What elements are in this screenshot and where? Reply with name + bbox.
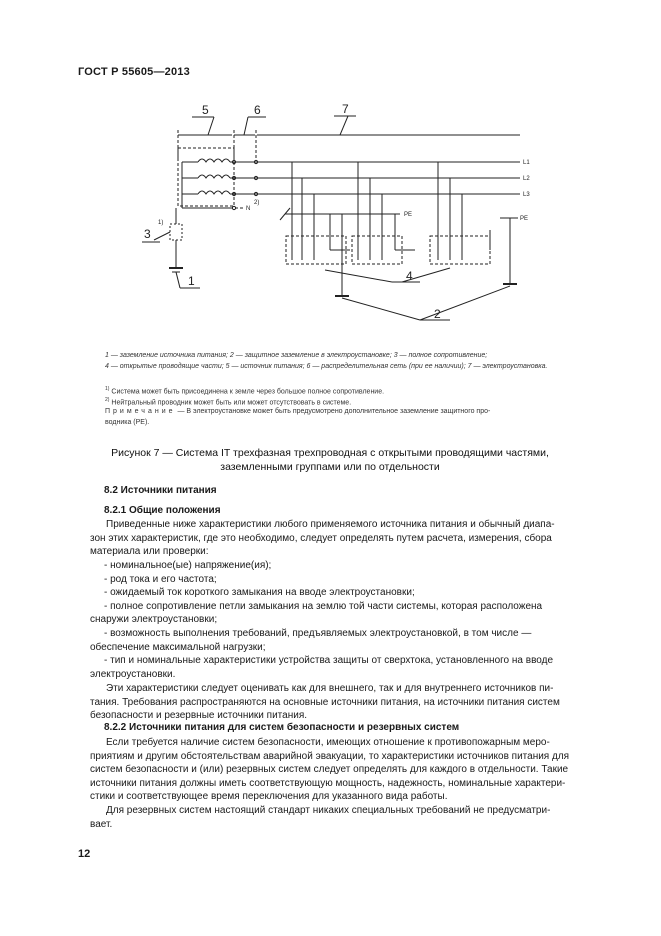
callout-6: 6 [254,103,261,117]
callout-4: 4 [406,269,413,283]
label-l3: L3 [523,192,530,198]
text-line: стики и соответствующее время переключения для указанного вида работы. [90,791,448,803]
list-item: - род тока и его частота; [104,573,217,585]
text-line: Если требуется наличие систем безопасности, имеющих отношение к противопожарным меро- [106,737,550,748]
section-heading-8-2-2: 8.2.2 Источники питания для систем безопасности и резервных систем [104,722,460,733]
list-item: - номинальное(ые) напряжение(ия); [104,560,272,571]
figure-legend-line2: 4 — открытые проводящие части; 5 — источник питания; 6 — распределительная сеть (при ее наличии); 7 — электроустановка. [105,363,548,370]
list-item: - тип и номинальные характеристики устройства защиты от сверхтока, установленного на вводе [104,655,554,667]
text-line: тания. Требования распространяются на основные источники питания, на источники питания систем [90,696,560,708]
characteristics-list [90,559,580,681]
label-pe-2: PE [520,216,529,222]
list-item-continued: обеспечение максимальной нагрузки; [90,641,266,653]
caption-line1: Рисунок 7 — Система IT трехфазная трехпроводная с открытыми проводящими частями, [111,447,549,459]
figure-legend-line1: 1 — заземление источника питания; 2 — защитное заземление в электроустановке; 3 — полное сопротивление; [105,352,488,359]
callout-3: 3 [144,227,151,241]
paragraph-safety-sources [90,736,580,831]
paragraph-intro [90,518,580,559]
superscript-2: 2) [254,200,260,206]
section-heading-8-2: 8.2 Источники питания [104,485,217,496]
figure-caption [80,446,580,474]
callout-2: 2 [434,307,441,321]
note-label: Примечание [105,408,176,415]
note [105,406,565,417]
footnote-text: Система может быть присоединена к земле через большое полное сопротивление. [111,388,385,396]
label-l1: L1 [523,160,530,166]
label-l2: L2 [523,176,530,182]
text-line: вает. [90,818,113,830]
footnote-text: Нейтральный проводник может быть или может отсутствовать в системе. [111,399,352,407]
note-text: — В электроустановке может быть предусмотрено дополнительное заземление защитного про- [175,408,491,415]
text-line: приятиям и другим обстоятельствам аварийной эвакуации, то характеристики источников питания для [90,750,570,762]
paragraph-sources [90,682,580,723]
note-continued: водника (PE). [105,419,150,426]
list-item: - возможность выполнения требований, предъявляемых электроустановкой, в том числе — [104,627,532,639]
text-line: безопасности и резервные источники питания. [90,710,308,722]
text-line: систем безопасности и (или) резервных систем следует определять для каждого в отдельности. Такие [90,764,569,776]
callout-5: 5 [202,103,209,117]
list-item-continued: снаружи электроустановки; [90,614,218,626]
callout-1: 1 [188,274,195,288]
label-pe-1: PE [404,212,413,218]
list-item: - ожидаемый ток короткого замыкания на вводе электроустановки; [104,587,415,599]
superscript-1: 1) [158,220,164,226]
text-line: Для резервных систем настоящий стандарт никаких специальных требований не предусматри- [106,804,551,816]
text-line: источники питания должны иметь соответствующую мощность, надежность, номинальные характери- [90,777,566,789]
list-item-continued: электроустановки. [90,668,176,680]
callout-7: 7 [342,102,349,116]
text-line: Приведенные ниже характеристики любого применяемого источника питания и обычный диапа- [106,519,555,530]
label-n: N [246,206,251,212]
footnote-mark: 2) [105,397,110,403]
text-line: зон этих характеристик, где это необходимо, следует определять путем расчета, измерения, сбора [90,532,552,544]
section-heading-8-2-1: 8.2.1 Общие положения [104,505,221,516]
list-item: - полное сопротивление петли замыкания на землю той части системы, которая расположена [104,600,543,612]
footnote-mark: 1) [105,386,110,392]
page-number: 12 [78,848,91,860]
text-line: материала или проверки: [90,546,209,558]
caption-line2: заземленными группами или по отдельности [220,461,440,473]
document-header: ГОСТ Р 55605—2013 [78,66,190,78]
it-system-diagram [120,100,550,340]
text-line: Эти характеристики следует оценивать как для внешнего, так и для внутреннего источников пи- [106,683,554,694]
